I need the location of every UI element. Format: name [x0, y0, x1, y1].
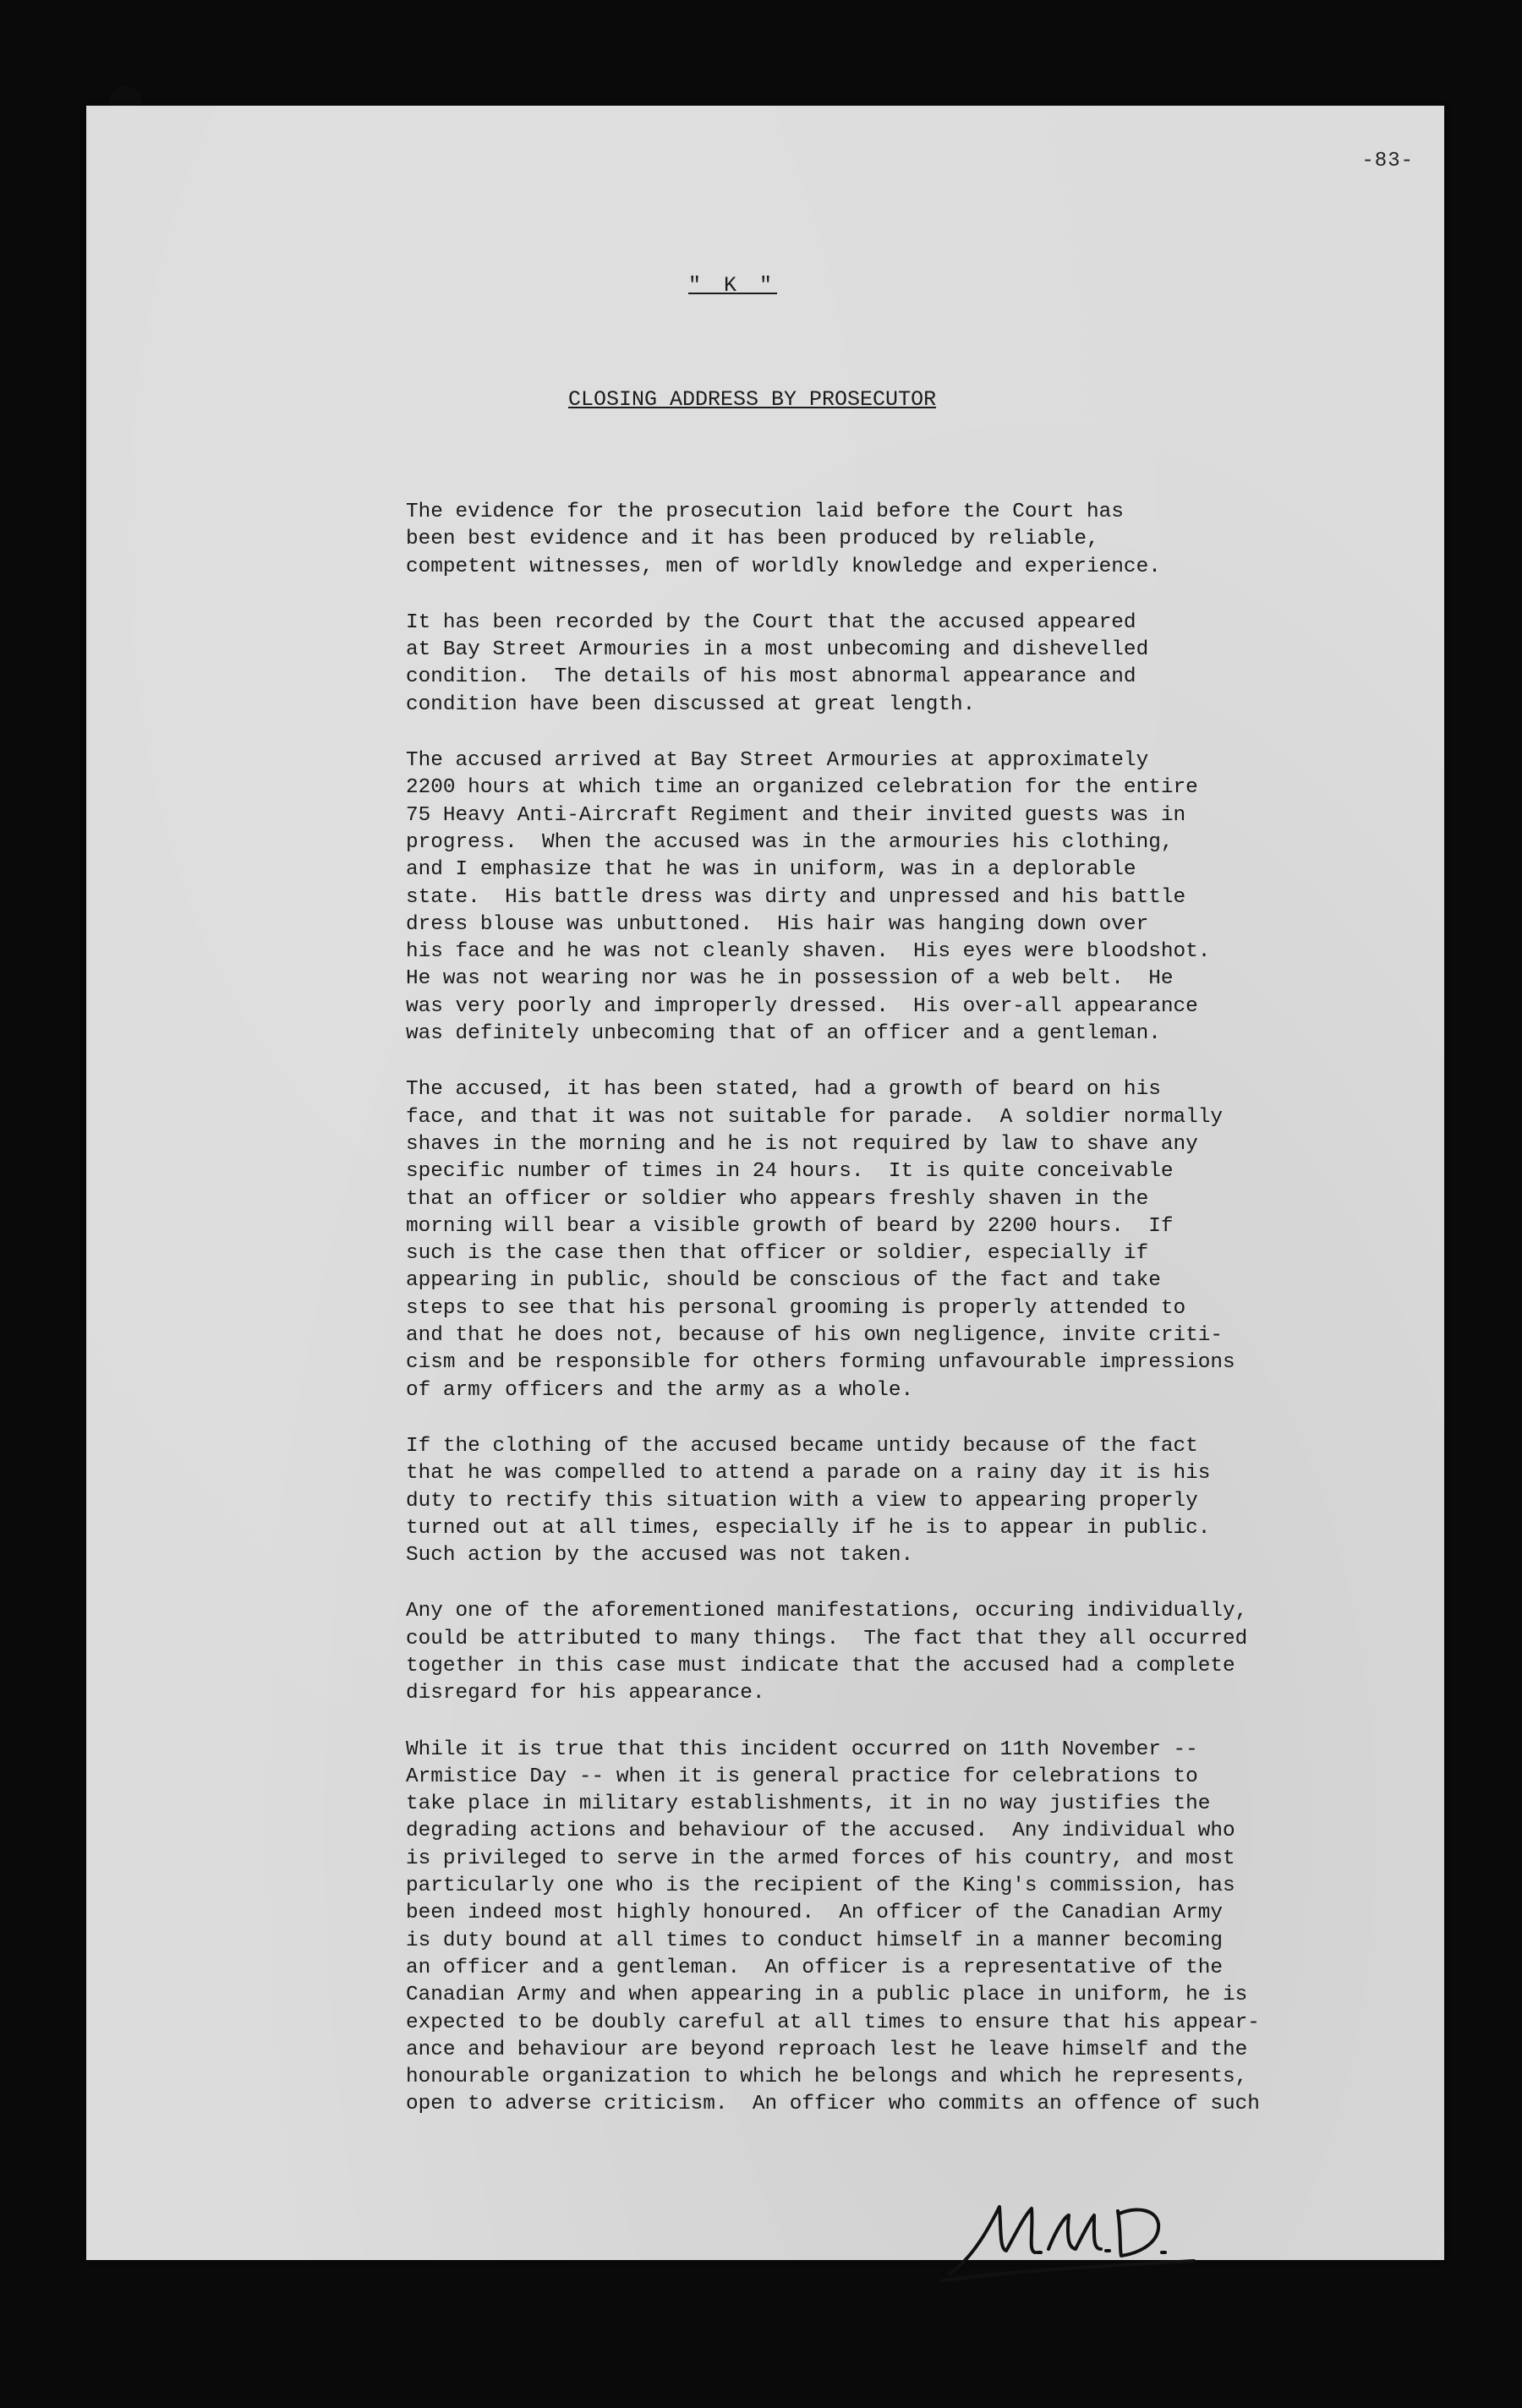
paragraph: The accused, it has been stated, had a growth of beard on his face, and that it was not suitable for parade. A soldier normally shaves in the morning and he is not required by law to shave any specific number of times in 24 hours. It is quite conceivable that an officer or soldier who appears freshly shaven in the morning will bear a visible growth of beard by 2200 hours. If such is the case then that officer or soldier, especially if appearing in public, should be conscious of the fact and take steps to see that his personal grooming is properly attended to and that he does not, because of his own negligence, invite criti- cism and be responsible for others forming unfavourable impressions of army officers and the army as a whole.	[406, 1078, 1235, 1402]
paragraph: It has been recorded by the Court that the accused appeared at Bay Street Armouries in a most unbecoming and dishevelled condition. The details of his most abnormal appearance and condition have been discussed at great length.	[406, 610, 1149, 716]
paragraph: If the clothing of the accused became untidy because of the fact that he was compelled to attend a parade on a rainy day it is his duty to rectify this situation with a view to appearing properly turned out at all times, especially if he is to appear in public. Such action by the accused was not taken.	[406, 1434, 1211, 1568]
paragraph: While it is true that this incident occurred on 11th November -- Armistice Day -- when it is general practice for celebrations to take place in military establishments, it in no way justifies the degrading actions and behaviour of the accused. Any individual who is privileged to serve in the armed forces of his country, and most particularly one who is the recipient of the King's commission, has been indeed most highly honoured. An officer of the Canadian Army is duty bound at all times to conduct himself in a manner becoming an officer and a gentleman. An officer is a representative of the Canadian Army and when appearing in a public place in uniform, he is expected to be doubly careful at all times to ensure that his appear- ance and behaviour are beyond reproach lest he leave himself and the honourable organization to which he belongs and which he represents, open to adverse criticism. An officer who commits an offence of such	[406, 1738, 1260, 2116]
paragraph: The accused arrived at Bay Street Armouries at approximately 2200 hours at which time an organized celebration for the entire 75 Heavy Anti-Aircraft Regiment and their invited guests was in progress. When the accused was in the armouries his clothing, and I emphasize that he was in uniform, was in a deplorable state. His battle dress was dirty and unpressed and his battle dress blouse was unbuttoned. His hair was hanging down over his face and he was not cleanly shaven. His eyes were bloodshot. He was not wearing nor was he in possession of a web belt. He was very poorly and improperly dressed. His over-all appearance was definitely unbecoming that of an officer and a gentleman.	[406, 749, 1211, 1046]
paragraph: The evidence for the prosecution laid before the Court has been best evidence and it has been produced by reliable, competent witnesses, men of worldly knowledge and experience.	[406, 501, 1161, 578]
document-body	[406, 499, 1429, 2148]
section-letter: " K "	[688, 273, 778, 298]
page-number: -83-	[1361, 150, 1414, 172]
paragraph: Any one of the aforementioned manifestations, occuring individually, could be attributed to many things. The fact that they all occurred together in this case must indicate that the accused had a complete disregard for his appearance.	[406, 1600, 1248, 1705]
page-heading: CLOSING ADDRESS BY PROSECUTOR	[568, 387, 937, 412]
document-page	[86, 106, 1444, 2260]
handwritten-signature-icon	[940, 2190, 1211, 2283]
